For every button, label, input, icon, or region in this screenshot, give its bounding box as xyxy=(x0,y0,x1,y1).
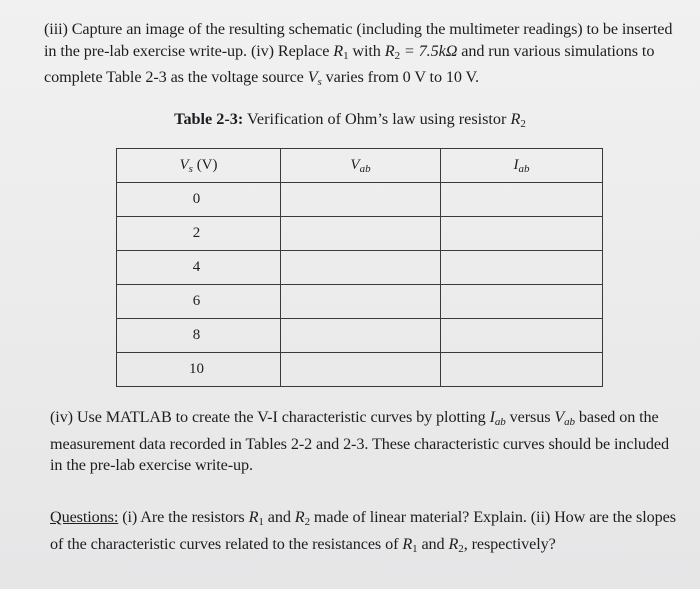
questions-text-1: (i) Are the resistors xyxy=(122,508,245,526)
iab-cell xyxy=(441,183,603,217)
header-vab: $V_{ab}$ xyxy=(281,149,441,183)
questions-label: Questions: xyxy=(50,508,119,526)
with-text: with xyxy=(352,41,381,60)
table-caption-label: Table 2-3: xyxy=(174,110,244,128)
ohms-law-table xyxy=(116,148,603,387)
iab-cell xyxy=(441,217,603,251)
matlab-text-2: based on the measurement data recorded in Tables 2-2 and 2-3. These characteristic curves should be included in the pre-lab exercise write-up. xyxy=(50,408,669,474)
part-iii-text: (iii) Capture an image of the resulting schematic (including the multimeter readings) to be inserted in the pre-lab exercise write-up. xyxy=(44,20,673,60)
range-text: varies from 0 V to 10 V. xyxy=(325,68,479,86)
vab-cell xyxy=(281,353,441,387)
versus-text: versus xyxy=(509,408,551,426)
vs-cell: 2 xyxy=(117,217,281,251)
iab-cell xyxy=(441,251,603,285)
q-r2-symbol: $R_2$ xyxy=(294,508,310,528)
iab-cell xyxy=(441,353,603,387)
iab-cell xyxy=(441,319,603,353)
table-row xyxy=(117,285,603,319)
questions-text-3: , respectively? xyxy=(463,534,556,553)
table-caption xyxy=(0,110,700,130)
vs-cell: 0 xyxy=(117,183,281,217)
table-header-row xyxy=(117,149,603,183)
questions-text-2: made of linear material? Explain. (ii) How are the slopes of the characteristic curves related to the resistances of xyxy=(50,508,676,553)
vab-cell xyxy=(281,183,441,217)
vab-cell xyxy=(281,251,441,285)
iab-symbol: Iab xyxy=(489,408,506,428)
table-caption-text: Verification of Ohm’s law using resistor xyxy=(247,110,507,128)
q-r2b-symbol: $R_2$ xyxy=(448,534,464,555)
q-r1-symbol: $R_1$ xyxy=(248,508,264,528)
table-row xyxy=(117,217,603,251)
vs-cell: 10 xyxy=(117,353,281,387)
q-and2-text: and xyxy=(421,534,445,553)
table-row xyxy=(117,183,603,217)
r2-value: = 7.5kΩ xyxy=(403,41,458,60)
vs-cell: 4 xyxy=(117,251,281,285)
q-and-text: and xyxy=(267,508,291,526)
part-iv-end: and run various simulations to complete Table 2-3 as the voltage source xyxy=(44,41,655,86)
instructions-paragraph xyxy=(44,19,684,94)
vs-symbol: Vs xyxy=(307,68,322,88)
vab-cell xyxy=(281,319,441,353)
header-iab: $I_{ab}$ xyxy=(441,149,603,183)
table-row xyxy=(117,251,603,285)
vab-cell xyxy=(281,217,441,251)
r1-symbol: $R_1$ xyxy=(333,41,349,62)
table-row xyxy=(117,353,603,387)
vab-cell xyxy=(281,285,441,319)
vs-cell: 6 xyxy=(117,285,281,319)
table-caption-resistor: $R_2$ xyxy=(510,110,526,130)
q-r1b-symbol: $R_1$ xyxy=(402,534,418,555)
iab-cell xyxy=(441,285,603,319)
table-row xyxy=(117,319,603,353)
vs-cell: 8 xyxy=(117,319,281,353)
matlab-paragraph xyxy=(50,407,680,477)
matlab-text-1: (iv) Use MATLAB to create the V-I characteristic curves by plotting xyxy=(50,408,486,426)
part-iv-start: (iv) Replace xyxy=(250,41,330,60)
r2-symbol: $R_2$ xyxy=(384,41,400,62)
vab-symbol: Vab xyxy=(554,408,575,428)
questions-paragraph xyxy=(50,507,680,560)
header-vs: $V_s$ (V) xyxy=(117,149,281,183)
